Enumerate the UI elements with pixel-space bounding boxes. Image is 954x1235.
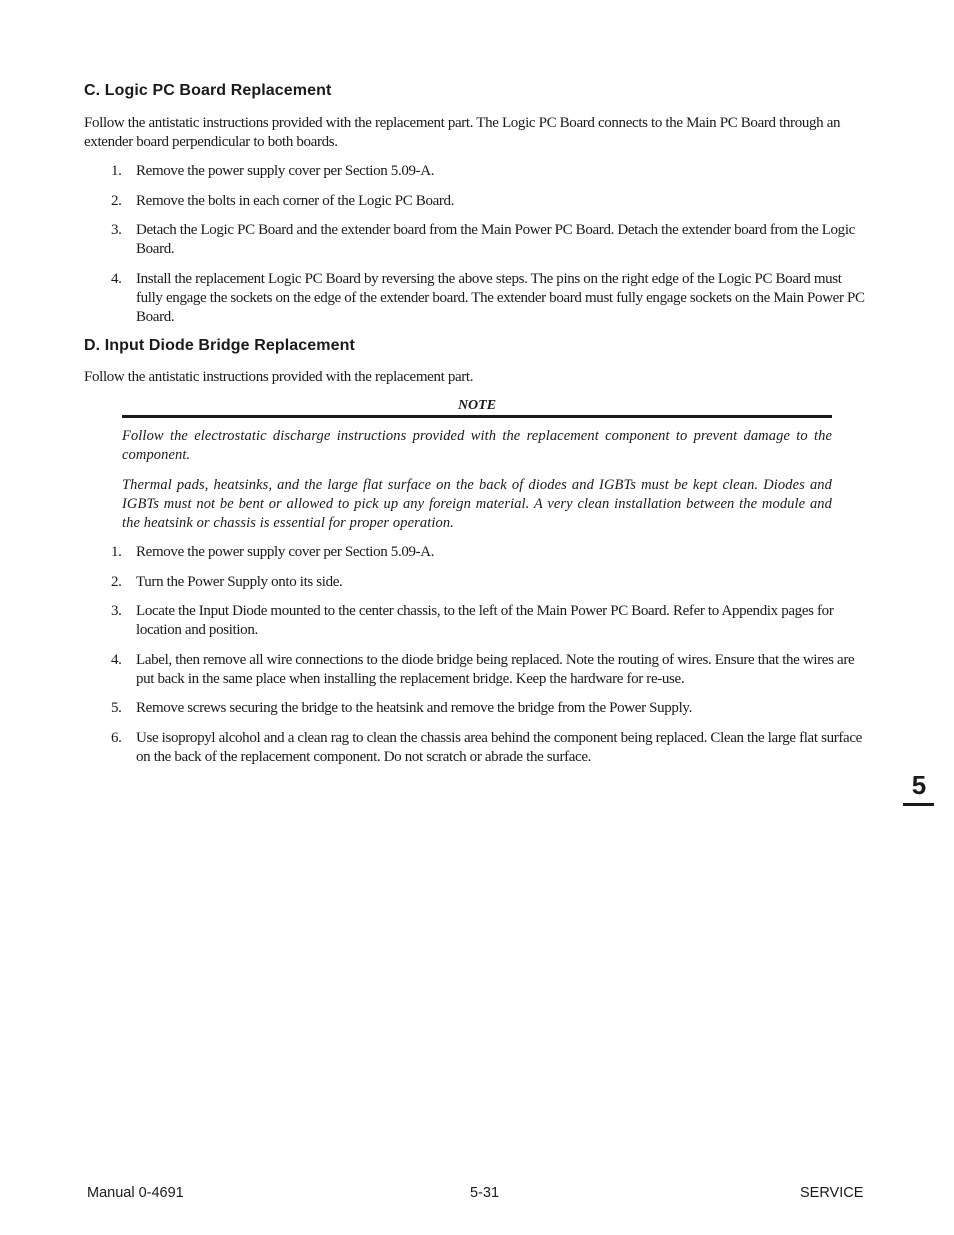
- step-text: Turn the Power Supply onto its side.: [136, 573, 343, 590]
- step-text: Remove the bolts in each corner of the Logic PC Board.: [136, 192, 455, 209]
- step-number: 6.: [111, 729, 122, 746]
- chapter-tab-rule: [903, 803, 934, 806]
- step-number: 5.: [111, 700, 122, 716]
- step-number: 4.: [111, 651, 122, 668]
- list-item: [84, 699, 870, 718]
- list-item: [84, 270, 870, 327]
- step-number: 1.: [111, 544, 122, 560]
- step-text: Install the replacement Logic PC Board by reversing the above steps. The pins on the right edge of the Logic PC Board must fully engage the sockets on the edge of the extender board. The extender board must fully engage sockets on the Main Power PC Board.: [136, 270, 865, 325]
- footer-page-number: 5-31: [470, 1185, 500, 1201]
- section-c-intro: Follow the antistatic instructions provided with the replacement part. The Logic PC Board connects to the Main PC Board through an extender board perpendicular to both boards.: [84, 115, 841, 150]
- step-number: 1.: [111, 163, 122, 179]
- note-divider: [122, 415, 832, 418]
- list-item: [84, 729, 870, 767]
- chapter-tab-number: 5: [911, 770, 927, 800]
- footer-manual-number: Manual 0-4691: [87, 1185, 184, 1201]
- step-text: Locate the Input Diode mounted to the center chassis, to the left of the Main Power PC Board. Refer to Appendix pages for location and position.: [136, 603, 834, 638]
- list-item: [84, 651, 870, 689]
- list-item: [84, 162, 870, 181]
- note-box: [122, 397, 832, 533]
- step-text: Remove the power supply cover per Section 5.09-A.: [136, 163, 435, 179]
- list-item: [84, 573, 870, 592]
- list-item: [84, 543, 870, 562]
- note-paragraph: Thermal pads, heatsinks, and the large flat surface on the back of diodes and IGBTs must be kept clean. Diodes and IGBTs must not be bent or allowed to pick up any foreign material. A very clean installation between the module and the heatsink or chassis is essential for proper operation.: [122, 477, 832, 531]
- step-number: 2.: [111, 573, 122, 590]
- step-text: Remove screws securing the bridge to the heatsink and remove the bridge from the Power Supply.: [136, 700, 692, 716]
- step-text: Use isopropyl alcohol and a clean rag to clean the chassis area behind the component being replaced. Clean the large flat surface on the back of the replacement component. Do not scratch or abrade the surface.: [136, 729, 862, 765]
- step-number: 3.: [111, 222, 122, 238]
- section-d-intro: Follow the antistatic instructions provided with the replacement part.: [84, 369, 474, 385]
- section-c-steps: [84, 162, 870, 337]
- list-item: [84, 192, 870, 211]
- step-number: 3.: [111, 603, 122, 619]
- step-text: Detach the Logic PC Board and the extender board from the Main Power PC Board. Detach the extender board from the Logic Board.: [136, 222, 855, 257]
- step-number: 4.: [111, 270, 122, 287]
- section-d-heading: D. Input Diode Bridge Replacement: [84, 337, 355, 354]
- note-title: NOTE: [457, 398, 497, 413]
- footer-section-name: SERVICE: [800, 1185, 864, 1201]
- step-text: Label, then remove all wire connections to the diode bridge being replaced. Note the routing of wires. Ensure that the wires are put back in the same place when installing the replacement bridge. Keep the hardware for re-use.: [136, 651, 855, 687]
- step-number: 2.: [111, 192, 122, 209]
- section-d-steps: [84, 543, 870, 777]
- section-c-heading: C. Logic PC Board Replacement: [84, 82, 332, 99]
- list-item: [84, 221, 870, 259]
- note-paragraph: Follow the electrostatic discharge instructions provided with the replacement component to prevent damage to the component.: [122, 428, 832, 463]
- list-item: [84, 602, 870, 640]
- step-text: Remove the power supply cover per Section 5.09-A.: [136, 544, 435, 560]
